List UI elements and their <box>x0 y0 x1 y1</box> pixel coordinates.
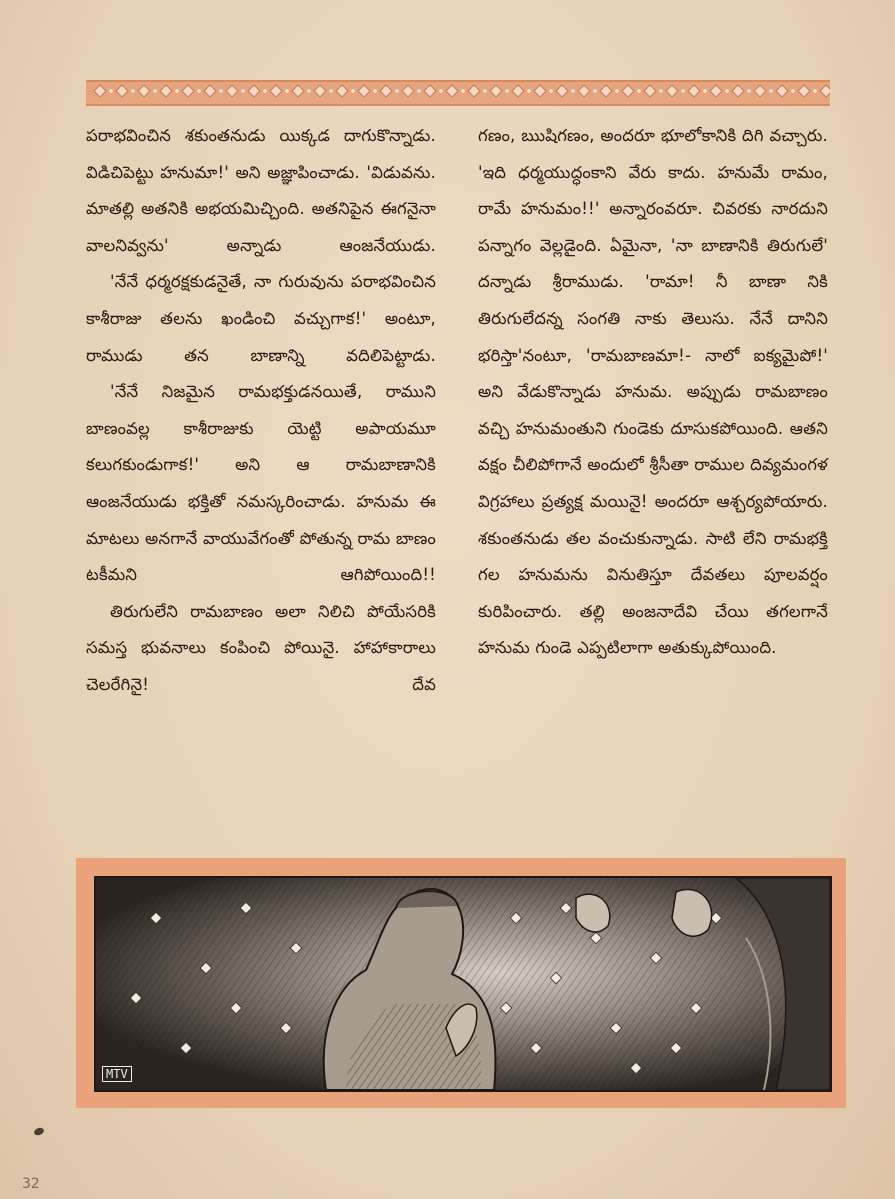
border-dot <box>131 89 135 93</box>
border-diamond <box>578 85 590 97</box>
border-diamond <box>710 85 722 97</box>
left-paragraph-2: 'నేనే ధర్మరక్షకుడనైతే, నా గురువును పరాభవించిన కాశీరాజు తలను ఖండించి వచ్చుగాక!' అంటూ, రాముడు తన బాణాన్ని వదిలిపెట్టాడు. <box>86 272 436 365</box>
border-diamond <box>270 85 282 97</box>
right-text-column <box>478 118 828 667</box>
border-diamond <box>820 85 830 97</box>
border-diamond <box>622 85 634 97</box>
border-diamond <box>358 85 370 97</box>
border-diamond <box>336 85 348 97</box>
border-dot <box>285 89 289 93</box>
border-diamond <box>644 85 656 97</box>
border-diamond <box>204 85 216 97</box>
border-dot <box>813 89 817 93</box>
border-diamond <box>182 85 194 97</box>
border-diamond <box>402 85 414 97</box>
border-dot <box>593 89 597 93</box>
border-diamond <box>94 85 106 97</box>
border-diamond <box>688 85 700 97</box>
border-dot <box>571 89 575 93</box>
border-dot <box>263 89 267 93</box>
border-diamond <box>138 85 150 97</box>
border-dot <box>549 89 553 93</box>
decorative-top-border <box>86 80 830 106</box>
border-diamond <box>424 85 436 97</box>
border-dot <box>197 89 201 93</box>
border-dot <box>241 89 245 93</box>
left-paragraph-1: పరాభవించిన శకుంతనుడు యిక్కడ దాగుకొన్నాడు. విడిచిపెట్టు హనుమా!' అని అజ్ఞాపించాడు. 'విడువను. మాతల్లి అతనికి అభయమిచ్చింది. అతనిపైన ఈగనైనా వాలనివ్వను' అన్నాడు ఆంజనేయుడు. <box>86 126 436 255</box>
border-diamond <box>490 85 502 97</box>
border-diamond <box>468 85 480 97</box>
border-diamond <box>248 85 260 97</box>
page-number: 32 <box>22 1176 40 1192</box>
illustration-panel <box>94 876 832 1092</box>
border-diamond <box>776 85 788 97</box>
left-paragraph-3: 'నేనే నిజమైన రామభక్తుడనయితే, రాముని బాణంవల్ల కాశీరాజుకు యెట్టి అపాయమూ కలుగకుండుగాక!' అని ఆ రామబాణానికి ఆంజనేయుడు భక్తితో నమస్కరించాడు. హనుమ ఈ మాటలు అనగానే వాయువేగంతో పోతున్న రామ బాణం టకీమని ఆగిపోయింది!! <box>86 382 436 585</box>
border-dot <box>615 89 619 93</box>
border-dot <box>681 89 685 93</box>
border-dot <box>703 89 707 93</box>
hanuman-praying-drawing <box>96 878 830 1090</box>
border-dot <box>527 89 531 93</box>
border-dot <box>219 89 223 93</box>
border-diamond <box>534 85 546 97</box>
artist-signature: MTV <box>102 1066 132 1082</box>
border-dot <box>329 89 333 93</box>
border-dot <box>791 89 795 93</box>
border-diamond <box>380 85 392 97</box>
border-dot <box>439 89 443 93</box>
border-diamond <box>798 85 810 97</box>
border-dot <box>373 89 377 93</box>
border-diamond <box>512 85 524 97</box>
border-dot <box>417 89 421 93</box>
border-dot <box>153 89 157 93</box>
border-dot <box>637 89 641 93</box>
border-diamond <box>160 85 172 97</box>
border-dot <box>395 89 399 93</box>
border-diamond <box>556 85 568 97</box>
border-diamond <box>446 85 458 97</box>
left-text-column <box>86 118 436 704</box>
border-diamond <box>600 85 612 97</box>
border-dot <box>725 89 729 93</box>
story-illustration <box>76 858 846 1108</box>
border-dot <box>175 89 179 93</box>
border-dot <box>109 89 113 93</box>
border-dot <box>307 89 311 93</box>
border-diamond <box>116 85 128 97</box>
ink-spot <box>33 1127 45 1137</box>
left-paragraph-4: తిరుగులేని రామబాణం అలా నిలిచి పోయేసరికి సమస్త భువనాలు కంపించి పోయినై. హాహాకారాలు చెలరేగినై! దేవ <box>86 601 436 694</box>
border-dot <box>351 89 355 93</box>
border-diamond <box>292 85 304 97</box>
border-dot <box>483 89 487 93</box>
border-diamond <box>226 85 238 97</box>
right-paragraph-1: గణం, ఋషిగణం, అందరూ భూలోకానికి దిగి వచ్చారు. 'ఇది ధర్మయుద్ధంకాని వేరు కాదు. హనుమే రామం, రామే హనుమం!!' అన్నారంవరూ. చివరకు నారదుని పన్నాగం వెల్లడైంది. ఏమైనా, 'నా బాణానికి తిరుగులే' దన్నాడు శ్రీరాముడు. 'రామా! నీ బాణా నికి తిరుగులేదన్న సంగతి నాకు తెలుసు. నేనే దానిని భరిస్తా'నంటూ, 'రామబాణమా!- నాలో ఐక్యమైపో!' అని వేడుకొన్నాడు హనుమ. అప్పుడు రామబాణం వచ్చి హనుమంతుని గుండెకు దూసుకపోయింది. ఆతని వక్షం చీలిపోగానే అందులో శ్రీసీతా రాముల దివ్యమంగళ విగ్రహాలు ప్రత్యక్ష మయినై! అందరూ ఆశ్చర్యపోయారు. శకుంతనుడు తల వంచుకున్నాడు. సాటి లేని రామభక్తి గల హనుమను వినుతిస్తూ దేవతలు పూలవర్షం కురిపించారు. తల్లి అంజనాదేవి చేయి తగలగానే హనుమ గుండె ఎప్పటిలాగా అతుక్కుపోయింది. <box>478 126 828 658</box>
border-dot <box>747 89 751 93</box>
border-dot <box>769 89 773 93</box>
border-diamond <box>754 85 766 97</box>
border-diamond <box>314 85 326 97</box>
border-diamond <box>732 85 744 97</box>
border-diamond <box>666 85 678 97</box>
border-dot <box>461 89 465 93</box>
border-dot <box>505 89 509 93</box>
border-dot <box>659 89 663 93</box>
